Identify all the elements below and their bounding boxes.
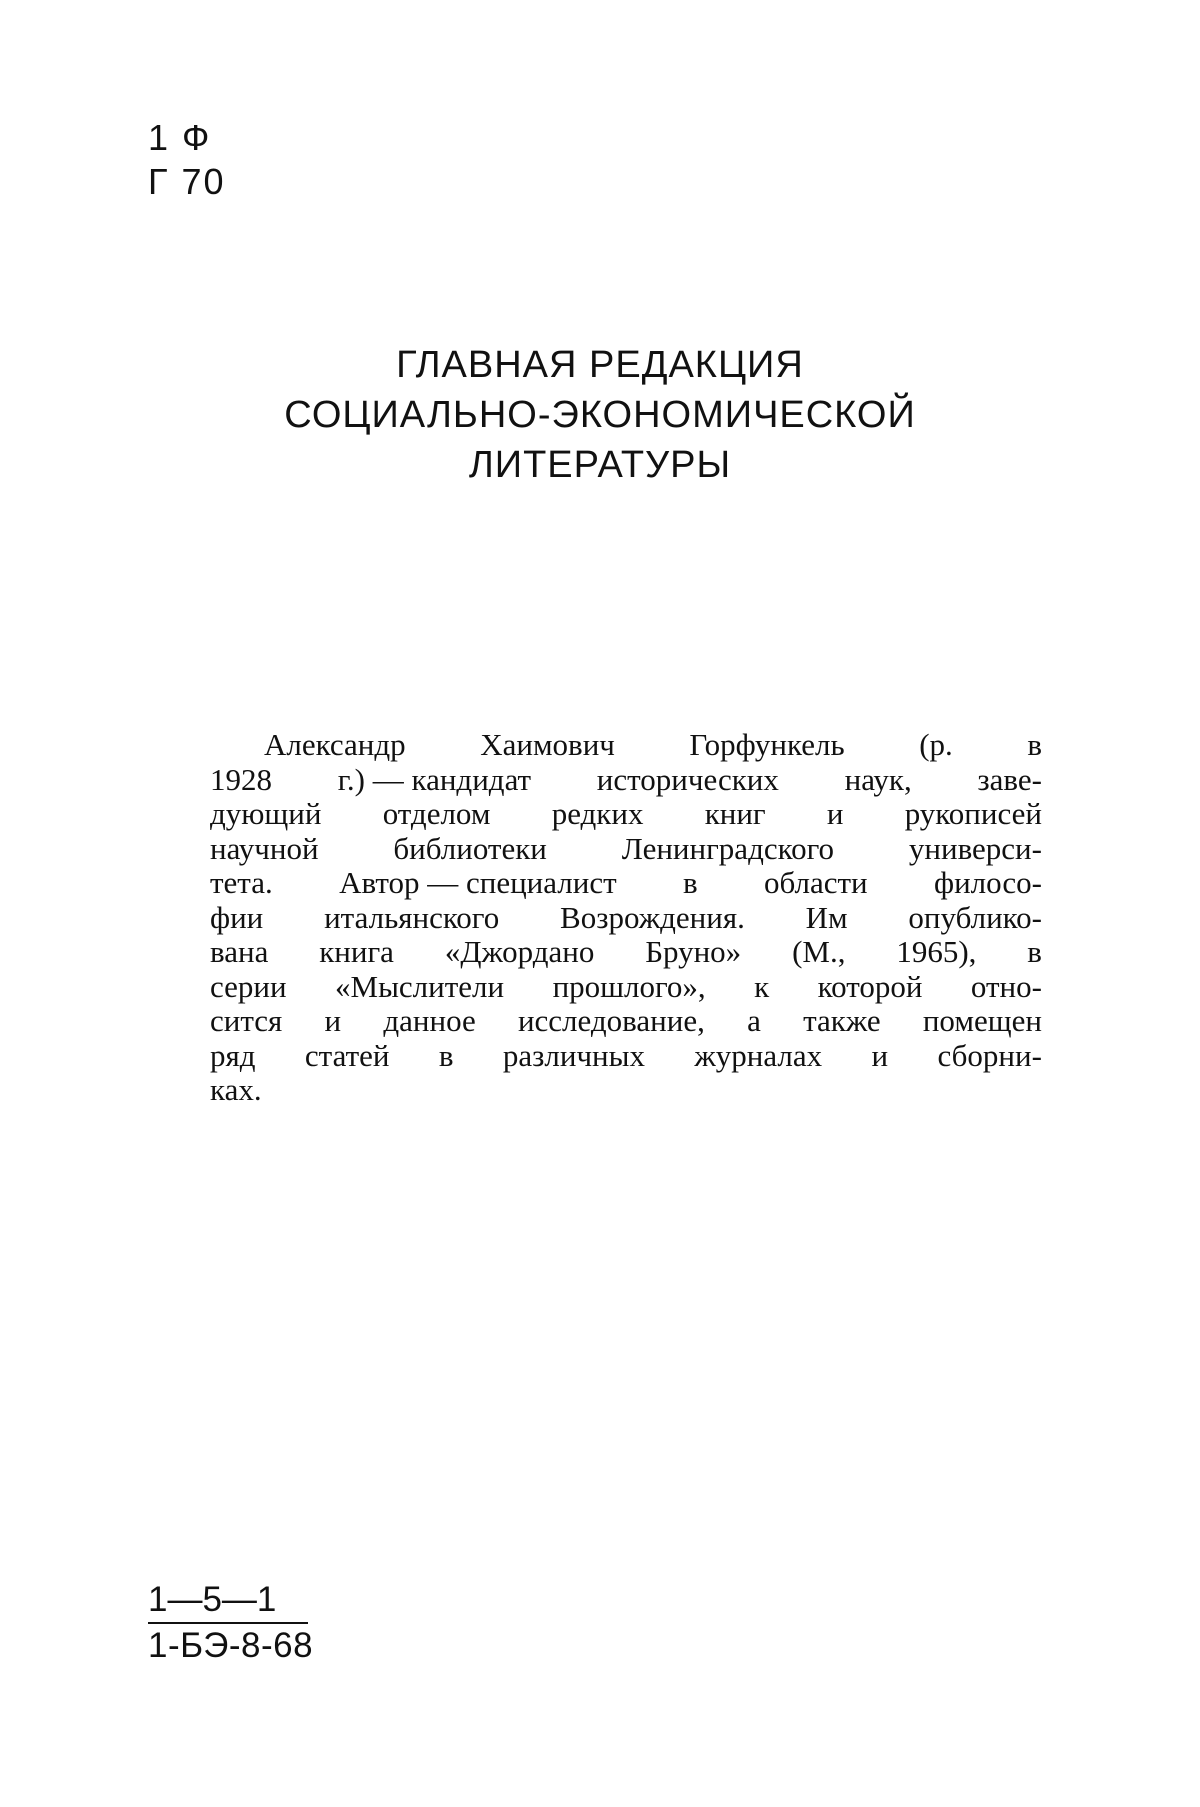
- paragraph-word: «Мыслители: [335, 968, 505, 1004]
- paragraph-word: исторических: [596, 761, 779, 797]
- paragraph-word: Александр: [264, 727, 406, 762]
- paragraph-line: [210, 901, 1042, 936]
- paragraph-line: [210, 935, 1042, 970]
- paragraph-word: в: [1027, 934, 1042, 969]
- paragraph-word: филосо-: [933, 865, 1042, 900]
- author-annotation: [210, 728, 1042, 1108]
- paragraph-word: опублико-: [908, 899, 1042, 935]
- classification-line-1: 1 Ф: [148, 117, 212, 158]
- paragraph-word: книга: [319, 934, 394, 969]
- paragraph-word: статей: [304, 1037, 390, 1073]
- paragraph-word: серии: [210, 968, 287, 1004]
- paragraph-word: в: [683, 865, 698, 900]
- paragraph-line: [210, 1004, 1042, 1039]
- paragraph-word: заве-: [977, 761, 1042, 797]
- paragraph-word: Возрождения.: [560, 899, 745, 935]
- paragraph-line: [210, 970, 1042, 1005]
- paragraph-word: г.) — кандидат: [337, 761, 532, 797]
- paragraph-word: области: [764, 865, 868, 900]
- paragraph-word: также: [803, 1003, 881, 1038]
- paragraph-line: [210, 763, 1042, 798]
- paragraph-word: и: [871, 1037, 889, 1073]
- paragraph-word: а: [747, 1003, 761, 1038]
- paragraph-word: вана: [210, 934, 269, 969]
- paragraph-line: [210, 832, 1042, 867]
- index-code-numerator: 1—5—1: [148, 1580, 308, 1624]
- paragraph-word: различных: [502, 1037, 645, 1073]
- paragraph-word: итальянского: [324, 899, 500, 935]
- paragraph-word: данное: [383, 1003, 476, 1038]
- paragraph-word: и: [826, 796, 844, 831]
- paragraph-word: журналах: [694, 1037, 823, 1073]
- paragraph-word: отно-: [970, 968, 1042, 1004]
- paragraph-word: наук,: [844, 761, 912, 797]
- publisher-line-2: СОЦИАЛЬНО-ЭКОНОМИЧЕСКОЙ: [284, 394, 916, 436]
- paragraph-word: (р.: [919, 727, 953, 762]
- paragraph-word: рукописей: [904, 796, 1042, 831]
- paragraph-word: сборни-: [937, 1037, 1042, 1073]
- publisher-line-3: ЛИТЕРАТУРЫ: [468, 444, 732, 486]
- paragraph-word: и: [324, 1003, 342, 1038]
- paragraph-word: Горфункель: [689, 727, 845, 762]
- paragraph-word: редких: [551, 796, 644, 831]
- paragraph-word: прошлого»,: [552, 968, 706, 1004]
- paragraph-word: Автор — специалист: [339, 865, 617, 900]
- paragraph-word: сится: [210, 1003, 283, 1038]
- index-code: [148, 1580, 313, 1668]
- paragraph-word: помещен: [922, 1003, 1042, 1038]
- index-code-denominator: 1-БЭ-8-68: [148, 1626, 314, 1665]
- paragraph-word: в: [1027, 727, 1042, 762]
- paragraph-word: исследование,: [517, 1003, 705, 1038]
- paragraph-word: фии: [210, 899, 264, 935]
- paragraph-line: [210, 728, 1042, 763]
- paragraph-word: Им: [805, 899, 848, 935]
- paragraph-word: тета.: [210, 865, 273, 900]
- classification-mark: [148, 116, 226, 204]
- paragraph-word: ках.: [210, 1072, 262, 1107]
- paragraph-word: которой: [817, 968, 923, 1004]
- paragraph-line: [210, 797, 1042, 832]
- paragraph-word: к: [754, 968, 770, 1004]
- publisher-line-1: ГЛАВНАЯ РЕДАКЦИЯ: [396, 344, 804, 386]
- paragraph-word: в: [438, 1037, 454, 1073]
- paragraph-word: отделом: [382, 796, 491, 831]
- paragraph-word: научной: [210, 830, 319, 866]
- paragraph-word: 1965),: [896, 934, 977, 969]
- paragraph-line: [210, 866, 1042, 901]
- paragraph-word: универси-: [908, 830, 1042, 866]
- paragraph-word: Хаимович: [480, 727, 615, 762]
- paragraph-word: 1928: [210, 761, 272, 797]
- classification-line-2: Г 70: [148, 161, 226, 202]
- paragraph-word: (М.,: [792, 934, 846, 969]
- paragraph-word: дующий: [210, 796, 322, 831]
- paragraph-word: библиотеки: [393, 830, 547, 866]
- publisher-heading: [0, 340, 1200, 490]
- paragraph-word: книг: [704, 796, 766, 831]
- paragraph-word: «Джордано: [444, 934, 595, 969]
- paragraph-line: [210, 1039, 1042, 1074]
- paragraph-word: Бруно»: [645, 934, 742, 969]
- paragraph-word: Ленинградского: [621, 830, 835, 866]
- paragraph-line: [210, 1073, 1042, 1108]
- paragraph-word: ряд: [210, 1037, 256, 1073]
